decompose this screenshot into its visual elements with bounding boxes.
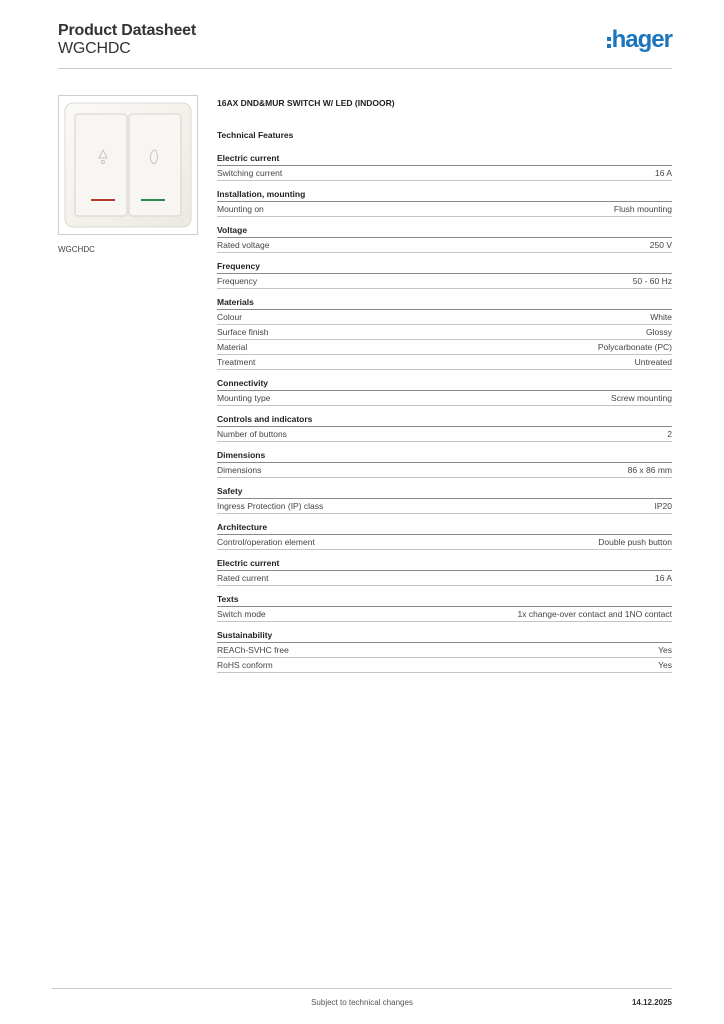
feature-group-title: Installation, mounting bbox=[217, 188, 672, 202]
feature-group-title: Controls and indicators bbox=[217, 413, 672, 427]
feature-group bbox=[217, 224, 672, 253]
feature-value: 16 A bbox=[654, 168, 672, 178]
feature-group-title: Electric current bbox=[217, 557, 672, 571]
feature-group bbox=[217, 521, 672, 550]
product-name: 16AX DND&MUR SWITCH W/ LED (INDOOR) bbox=[217, 98, 395, 108]
feature-value: IP20 bbox=[654, 501, 672, 511]
feature-group-title: Voltage bbox=[217, 224, 672, 238]
footer-divider bbox=[52, 988, 672, 989]
feature-value: 16 A bbox=[654, 573, 672, 583]
feature-row bbox=[217, 658, 672, 673]
feature-row bbox=[217, 238, 672, 253]
feature-label: REACh-SVHC free bbox=[217, 645, 289, 655]
feature-group bbox=[217, 485, 672, 514]
feature-row bbox=[217, 607, 672, 622]
product-image bbox=[58, 95, 198, 235]
feature-group-title: Connectivity bbox=[217, 377, 672, 391]
feature-label: Frequency bbox=[217, 276, 258, 286]
feature-label: Dimensions bbox=[217, 465, 262, 475]
feature-row bbox=[217, 355, 672, 370]
feature-group-title: Dimensions bbox=[217, 449, 672, 463]
feature-label: Mounting type bbox=[217, 393, 271, 403]
document-subtitle: WGCHDC bbox=[58, 40, 131, 57]
feature-value: Screw mounting bbox=[611, 393, 672, 403]
feature-group bbox=[217, 629, 672, 673]
document-title: Product Datasheet bbox=[58, 22, 196, 39]
technical-features-heading: Technical Features bbox=[217, 130, 294, 140]
feature-group bbox=[217, 449, 672, 478]
feature-group-title: Materials bbox=[217, 296, 672, 310]
feature-label: Mounting on bbox=[217, 204, 264, 214]
feature-label: RoHS conform bbox=[217, 660, 273, 670]
feature-label: Rated voltage bbox=[217, 240, 270, 250]
feature-row bbox=[217, 535, 672, 550]
feature-group bbox=[217, 413, 672, 442]
feature-group-title: Architecture bbox=[217, 521, 672, 535]
feature-value: 86 x 86 mm bbox=[627, 465, 672, 475]
feature-label: Switch mode bbox=[217, 609, 266, 619]
feature-group bbox=[217, 377, 672, 406]
feature-value: Yes bbox=[658, 645, 672, 655]
feature-group-title: Safety bbox=[217, 485, 672, 499]
hager-logo[interactable] bbox=[607, 28, 672, 52]
feature-value: 50 - 60 Hz bbox=[632, 276, 672, 286]
feature-value: Untreated bbox=[634, 357, 672, 367]
feature-row bbox=[217, 643, 672, 658]
switch-illustration-icon bbox=[59, 96, 197, 234]
feature-label: Rated current bbox=[217, 573, 269, 583]
feature-label: Control/operation element bbox=[217, 537, 315, 547]
header-divider bbox=[58, 68, 672, 69]
feature-row bbox=[217, 391, 672, 406]
feature-label: Surface finish bbox=[217, 327, 269, 337]
feature-value: Yes bbox=[658, 660, 672, 670]
feature-row bbox=[217, 166, 672, 181]
feature-row bbox=[217, 340, 672, 355]
feature-row bbox=[217, 427, 672, 442]
feature-group bbox=[217, 188, 672, 217]
feature-label: Colour bbox=[217, 312, 243, 322]
feature-group bbox=[217, 557, 672, 586]
feature-label: Ingress Protection (IP) class bbox=[217, 501, 324, 511]
page-header bbox=[58, 22, 672, 70]
feature-group bbox=[217, 260, 672, 289]
feature-label: Material bbox=[217, 342, 248, 352]
feature-row bbox=[217, 571, 672, 586]
logo-dots-icon bbox=[607, 37, 611, 48]
feature-value: 2 bbox=[667, 429, 672, 439]
feature-row bbox=[217, 274, 672, 289]
feature-group-title: Electric current bbox=[217, 152, 672, 166]
feature-label: Switching current bbox=[217, 168, 283, 178]
feature-row bbox=[217, 202, 672, 217]
feature-row bbox=[217, 325, 672, 340]
feature-value: Double push button bbox=[598, 537, 672, 547]
feature-value: Flush mounting bbox=[613, 204, 672, 214]
product-image-caption: WGCHDC bbox=[58, 245, 95, 254]
footer-note: Subject to technical changes bbox=[311, 998, 413, 1007]
feature-group-title: Sustainability bbox=[217, 629, 672, 643]
feature-row bbox=[217, 499, 672, 514]
feature-group bbox=[217, 152, 672, 181]
feature-label: Treatment bbox=[217, 357, 256, 367]
feature-value: 250 V bbox=[649, 240, 672, 250]
footer-date: 14.12.2025 bbox=[631, 998, 672, 1007]
feature-group bbox=[217, 593, 672, 622]
feature-value: White bbox=[650, 312, 672, 322]
logo-text: hager bbox=[611, 26, 672, 53]
feature-group-title: Texts bbox=[217, 593, 672, 607]
technical-features-section bbox=[217, 96, 672, 673]
feature-value: Glossy bbox=[646, 327, 672, 337]
feature-row bbox=[217, 310, 672, 325]
feature-value: 1x change-over contact and 1NO contact bbox=[517, 609, 672, 619]
feature-group-title: Frequency bbox=[217, 260, 672, 274]
feature-groups bbox=[217, 152, 672, 673]
feature-row bbox=[217, 463, 672, 478]
feature-label: Number of buttons bbox=[217, 429, 287, 439]
feature-value: Polycarbonate (PC) bbox=[597, 342, 672, 352]
feature-group bbox=[217, 296, 672, 370]
